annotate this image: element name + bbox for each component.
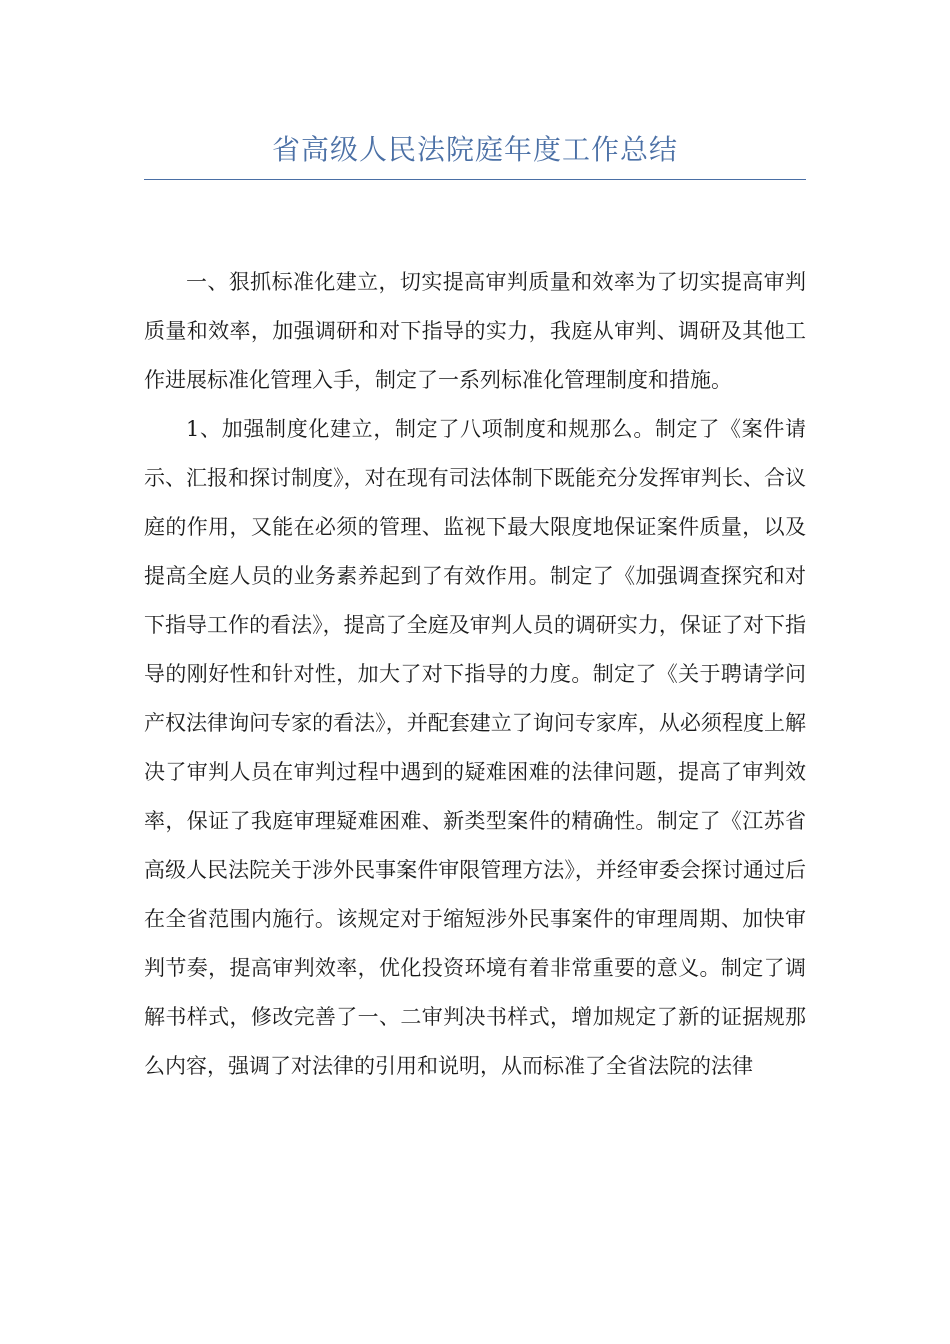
title-underline [144, 179, 806, 180]
paragraph-1: 一、狠抓标准化建立，切实提高审判质量和效率为了切实提高审判质量和效率，加强调研和对下指导的实力，我庭从审判、调研及其他工作进展标准化管理入手，制定了一系列标准化管理制度和措施。 [144, 270, 806, 392]
paragraph-2: 1、加强制度化建立，制定了八项制度和规那么。制定了《案件请示、汇报和探讨制度》，对在现有司法体制下既能充分发挥审判长、合议庭的作用，又能在必须的管理、监视下最大限度地保证案件质量，以及提高全庭人员的业务素养起到了有效作用。制定了《加强调查探究和对下指导工作的看法》，提高了全庭及审判人员的调研实力，保证了对下指导的刚好性和针对性，加大了对下指导的力度。制定了《关于聘请学问产权法律询问专家的看法》，并配套建立了询问专家库，从必须程度上解决了审判人员在审判过程中遇到的疑难困难的法律问题，提高了审判效率，保证了我庭审理疑难困难、新类型案件的精确性。制定了《江苏省高级人民法院关于涉外民事案件审限管理方法》，并经审委会探讨通过后在全省范围内施行。该规定对于缩短涉外民事案件的审理周期、加快审判节奏，提高审判效率，优化投资环境有着非常重要的意义。制定了调解书样式，修改完善了一、二审判决书样式，增加规定了新的证据规那么内容，强调了对法律的引用和说明，从而标准了全省法院的法律 [144, 417, 806, 1078]
document-body [144, 258, 806, 1091]
document-title: 省高级人民法院庭年度工作总结 [271, 133, 678, 166]
